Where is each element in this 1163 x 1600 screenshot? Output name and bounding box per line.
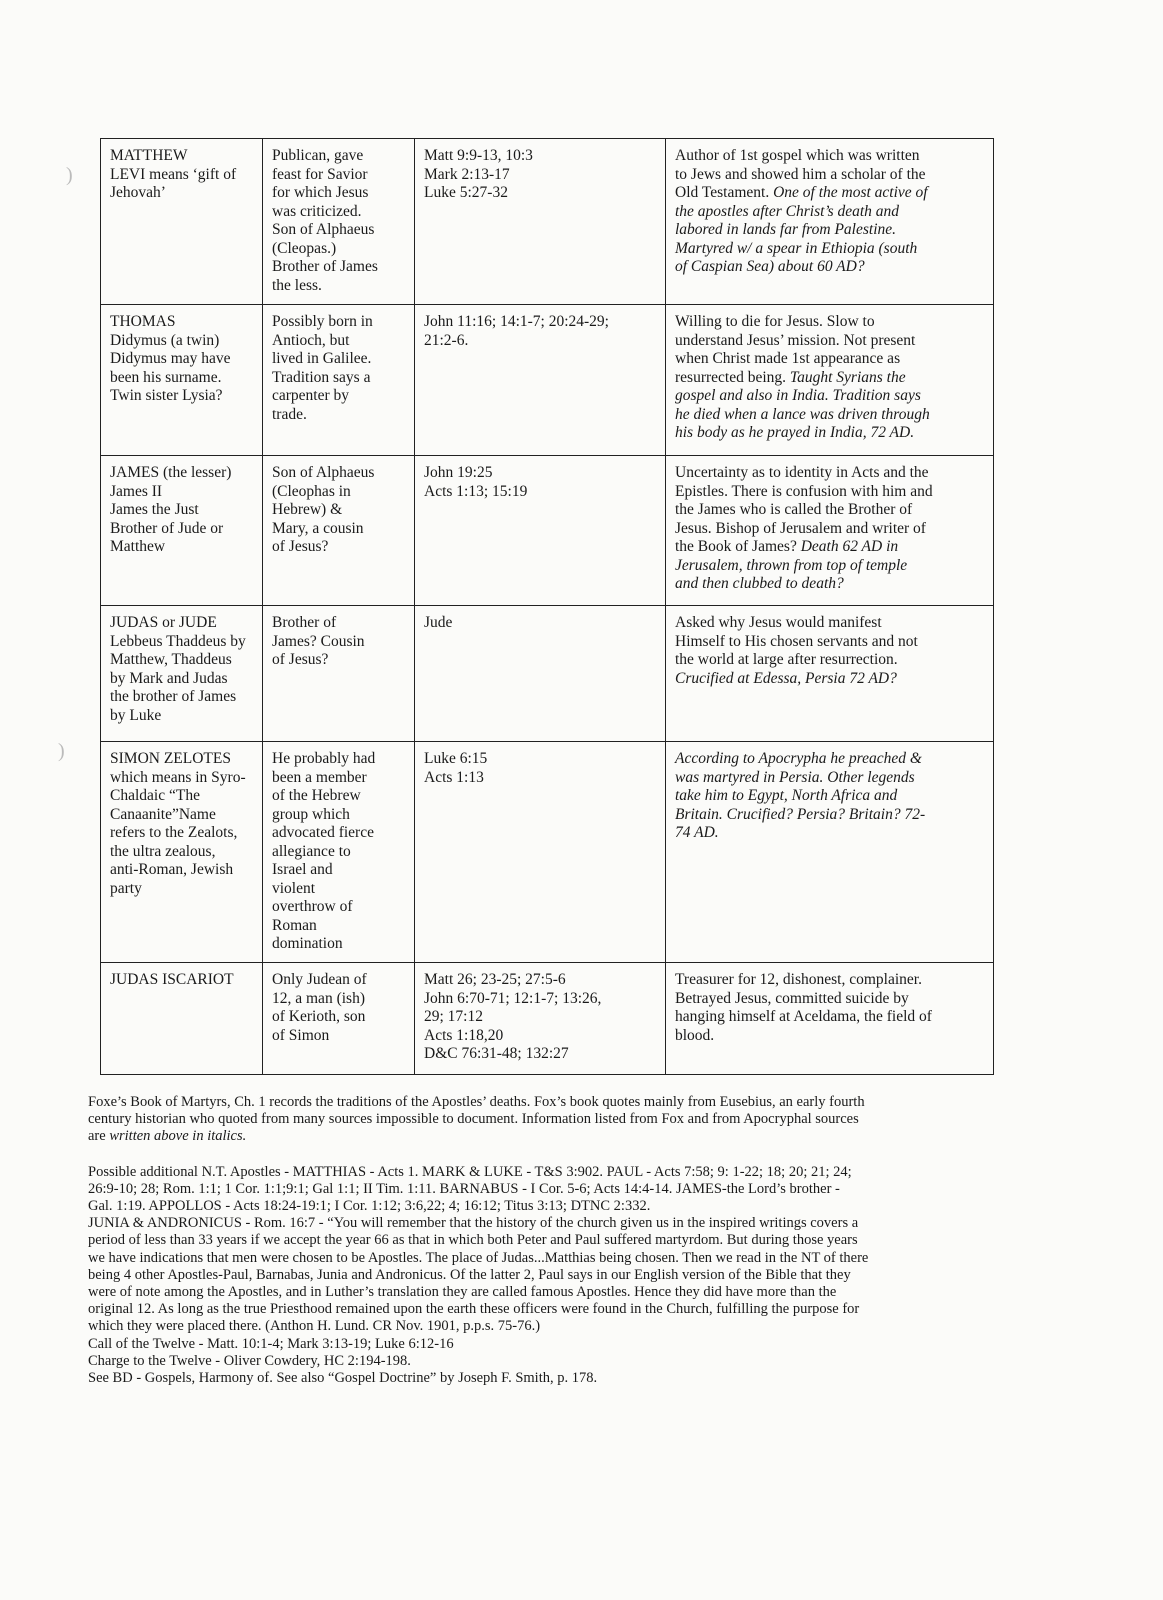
cell-text: the world at large after resurrection. (675, 651, 898, 668)
apostle-background-line: advocated fierce (272, 824, 374, 841)
apostle-background-line: group which (272, 805, 350, 823)
apostle-notes-cell (666, 456, 994, 606)
cell-text: Uncertainty as to identity in Acts and the (675, 464, 929, 481)
cell-text: Betrayed Jesus, committed suicide by (675, 989, 909, 1007)
apostle-name-line: Chaldaic “The (110, 787, 200, 804)
apostle-row (101, 606, 994, 742)
apostle-name-line: James the Just (110, 501, 199, 518)
apostle-notes-line (675, 670, 985, 689)
cell-text: hanging himself at Aceldama, the field of (675, 1008, 932, 1025)
margin-mark: ) (58, 740, 65, 762)
apostle-background-line: of Jesus? (272, 651, 329, 668)
apostle-notes-line (675, 769, 985, 788)
apostle-name-cell (101, 305, 263, 456)
apostle-background-cell (263, 305, 415, 456)
apostle-references-line: Luke 6:15 (424, 750, 488, 767)
apostle-notes-line (675, 258, 985, 277)
apostle-background-line: Hebrew) & (272, 501, 343, 518)
apostle-references-line: 21:2-6. (424, 331, 469, 349)
margin-mark: ) (66, 164, 73, 186)
apostle-background-line: of Kerioth, son (272, 1008, 366, 1025)
cell-text: blood. (675, 1026, 715, 1044)
apostle-notes-line (675, 221, 985, 240)
apostle-notes-line (675, 501, 985, 520)
apostle-notes-line (675, 406, 985, 425)
apostle-row (101, 963, 994, 1075)
apostle-background-line: (Cleopas.) (272, 239, 337, 257)
apostle-references-line: John 11:16; 14:1-7; 20:24-29; (424, 313, 609, 330)
apostle-notes-line (675, 1027, 985, 1046)
apostle-background-line: for which Jesus (272, 184, 369, 201)
cell-text: understand Jesus’ mission. Not present (675, 331, 916, 349)
apostle-background-cell (263, 963, 415, 1075)
apostle-background-line: violent (272, 879, 316, 897)
additional-line: 26:9-10; 28; Rom. 1:1; 1 Cor. 1:1;9:1; Gal 1:1; II Tim. 1:11. BARNABUS - I Cor. 5-6; Acts 14:4-14. JAMES-the Lord’s brother - (88, 1180, 840, 1197)
apostle-references-line: Matt 26; 23-25; 27:5-6 (424, 971, 566, 988)
apostle-name-line: by Mark and Judas (110, 669, 228, 687)
additional-line: Possible additional N.T. Apostles - MATTHIAS - Acts 1. MARK & LUKE - T&S 3:902. PAUL - Acts 7:58; 9: 1-22; 18; 20; 21; 24; (88, 1163, 852, 1180)
apostle-row (101, 742, 994, 963)
apostle-name-line: Didymus may have (110, 350, 231, 367)
cell-text: Himself to His chosen servants and not (675, 632, 918, 650)
cell-italic-text: One of the most active of (773, 184, 928, 201)
apostle-name-cell (101, 963, 263, 1075)
apostle-notes-line (675, 184, 985, 203)
cell-text: Jerusalem, thrown from top of temple (675, 556, 908, 574)
apostle-name-line: by Luke (110, 706, 162, 724)
apostle-references-cell (415, 606, 666, 742)
additional-line: we have indications that men were chosen to be Apostles. The place of Judas...Matthias being chosen. Then we read in the NT of there (88, 1249, 869, 1266)
apostle-name-line: the brother of James (110, 688, 237, 705)
apostle-notes-line (675, 424, 985, 443)
apostle-references-line: Mark 2:13-17 (424, 165, 510, 183)
cell-text: Willing to die for Jesus. Slow to (675, 313, 875, 330)
apostle-name-line: SIMON ZELOTES (110, 750, 231, 767)
apostle-background-line: of Jesus? (272, 538, 329, 555)
cell-text: According to Apocrypha he preached & (675, 750, 922, 767)
apostle-background-line: lived in Galilee. (272, 350, 372, 367)
additional-line: JUNIA & ANDRONICUS - Rom. 16:7 - “You will remember that the history of the church given us in the inspired writings covers a (88, 1215, 859, 1232)
apostle-references-line: Acts 1:18,20 (424, 1026, 504, 1044)
cell-text: Britain. Crucified? Persia? Britain? 72- (675, 805, 926, 823)
apostle-name-line: Twin sister Lysia? (110, 387, 223, 404)
apostle-background-line: the less. (272, 276, 322, 294)
apostle-name-line: Brother of Jude or (110, 519, 224, 537)
apostle-notes-cell (666, 742, 994, 963)
additional-line: period of less than 33 years if we accept the year 66 as that in which both Peter and Paul suffered martyrdom. But during those years (88, 1232, 858, 1249)
apostle-notes-cell (666, 963, 994, 1075)
apostle-notes-line (675, 557, 985, 576)
apostle-background-cell (263, 742, 415, 963)
apostle-notes-line (675, 633, 985, 652)
apostle-references-line: Acts 1:13; 15:19 (424, 482, 528, 500)
apostle-name-cell (101, 606, 263, 742)
cell-text: and then clubbed to death? (675, 575, 844, 592)
footnote-line: century historian who quoted from many sources impossible to document. Information listed from Fox and from Apocryphal sources (88, 1111, 859, 1128)
apostle-background-line: Tradition says a (272, 368, 371, 386)
cell-text: 74 AD. (675, 824, 719, 841)
cell-text: Jesus. Bishop of Jerusalem and writer of (675, 519, 926, 537)
apostle-background-line: of the Hebrew (272, 787, 361, 804)
footnote (88, 1094, 1058, 1146)
additional-line: Call of the Twelve - Matt. 10:1-4; Mark 3:13-19; Luke 6:12-16 (88, 1335, 454, 1352)
cell-text: take him to Egypt, North Africa and (675, 787, 898, 804)
apostle-notes-line (675, 240, 985, 259)
apostle-name-line: anti-Roman, Jewish (110, 861, 234, 878)
apostle-background-cell (263, 606, 415, 742)
apostle-name-cell (101, 742, 263, 963)
apostle-name-line: THOMAS (110, 313, 176, 330)
footnote-text: are (88, 1128, 110, 1145)
apostle-notes-cell (666, 139, 994, 305)
apostle-notes-line (675, 651, 985, 670)
apostle-background-line: Brother of James (272, 258, 378, 275)
additional-line: which they were placed there. (Anthon H. Lund. CR Nov. 1901, p.p.s. 75-76.) (88, 1318, 541, 1335)
apostle-references-cell (415, 742, 666, 963)
apostle-background-line: 12, a man (ish) (272, 989, 365, 1007)
apostle-notes-line (675, 332, 985, 351)
apostle-name-line: the ultra zealous, (110, 842, 216, 860)
apostle-background-line: Publican, gave (272, 147, 364, 164)
apostle-name-line: Lebbeus Thaddeus by (110, 632, 246, 650)
apostle-name-cell (101, 139, 263, 305)
apostle-background-line: feast for Savior (272, 165, 368, 183)
apostle-references-line: Luke 5:27-32 (424, 184, 508, 201)
apostle-references-line: D&C 76:31-48; 132:27 (424, 1045, 569, 1062)
cell-text: Crucified at Edessa, Persia 72 AD? (675, 669, 897, 687)
additional-line: being 4 other Apostles-Paul, Barnabas, Junia and Andronicus. Of the latter 2, Paul says in our English version of the Bible that they (88, 1266, 851, 1283)
apostle-references-cell (415, 139, 666, 305)
apostle-notes-line (675, 483, 985, 502)
apostle-background-line: (Cleophas in (272, 482, 351, 500)
apostle-notes-line (675, 806, 985, 825)
apostle-background-line: was criticized. (272, 202, 362, 220)
apostle-background-line: Only Judean of (272, 971, 367, 988)
apostle-row (101, 305, 994, 456)
apostle-name-line: been his surname. (110, 368, 222, 386)
apostle-background-line: carpenter by (272, 387, 350, 404)
footnote-line (88, 1128, 1058, 1145)
apostle-references-cell (415, 305, 666, 456)
apostle-references-line: Matt 9:9-13, 10:3 (424, 147, 533, 164)
apostle-background-cell (263, 139, 415, 305)
cell-text: labored in lands far from Palestine. (675, 221, 897, 238)
cell-text: to Jews and showed him a scholar of the (675, 165, 926, 183)
apostle-notes-line (675, 971, 985, 990)
additional-line: Charge to the Twelve - Oliver Cowdery, HC 2:194-198. (88, 1352, 411, 1369)
apostles-table-body (101, 139, 994, 1075)
notes-section (88, 1094, 1058, 1387)
apostle-background-line: Son of Alphaeus (272, 464, 375, 481)
apostle-notes-cell (666, 606, 994, 742)
apostle-name-line: Jehovah’ (110, 184, 166, 201)
cell-text: gospel and also in India. Tradition says (675, 387, 921, 404)
cell-text: Martyred w/ a spear in Ethiopia (south (675, 239, 918, 257)
apostle-background-line: trade. (272, 405, 307, 423)
apostle-references-cell (415, 963, 666, 1075)
apostle-background-cell (263, 456, 415, 606)
apostle-references-line: 29; 17:12 (424, 1008, 483, 1025)
additional-line: See BD - Gospels, Harmony of. See also “Gospel Doctrine” by Joseph F. Smith, p. 178. (88, 1370, 598, 1387)
apostle-references-line: Jude (424, 614, 453, 631)
apostle-background-line: domination (272, 935, 343, 952)
cell-italic-text: Taught Syrians the (789, 368, 906, 386)
apostle-notes-line (675, 520, 985, 539)
apostle-notes-line (675, 1008, 985, 1027)
apostle-background-line: allegiance to (272, 842, 351, 860)
apostle-name-line: refers to the Zealots, (110, 824, 238, 841)
cell-text: resurrected being. (675, 368, 790, 386)
apostle-name-line: party (110, 879, 142, 897)
additional-line: were of note among the Apostles, and in Luther’s translation they are called famous Apostles. Hence they did have more than the (88, 1284, 837, 1301)
apostle-name-line: MATTHEW (110, 147, 188, 164)
cell-italic-text: Death 62 AD in (800, 538, 899, 555)
apostle-name-cell (101, 456, 263, 606)
apostle-notes-line (675, 464, 985, 483)
cell-text: Treasurer for 12, dishonest, complainer. (675, 971, 922, 988)
apostle-background-line: Roman (272, 916, 317, 934)
apostle-notes-line (675, 750, 985, 769)
apostle-references-line: John 19:25 (424, 464, 493, 481)
cell-text: of Caspian Sea) about 60 AD? (675, 258, 865, 275)
apostle-name-line: James II (110, 482, 163, 500)
cell-text: when Christ made 1st appearance as (675, 350, 901, 367)
apostle-notes-cell (666, 305, 994, 456)
footnote-italic-text: written above in italics. (109, 1128, 247, 1145)
apostle-name-line: Didymus (a twin) (110, 331, 220, 349)
apostle-name-line: Matthew (110, 538, 166, 555)
apostle-name-line: JUDAS ISCARIOT (110, 971, 234, 988)
cell-text: Old Testament. (675, 184, 774, 201)
apostle-notes-line (675, 538, 985, 557)
cell-text: Epistles. There is confusion with him and (675, 482, 933, 500)
cell-text: Author of 1st gospel which was written (675, 147, 920, 164)
apostle-row (101, 139, 994, 305)
apostle-notes-line (675, 203, 985, 222)
apostle-background-line: Son of Alphaeus (272, 221, 375, 238)
apostle-background-line: Mary, a cousin (272, 519, 364, 537)
apostle-background-line: of Simon (272, 1026, 330, 1044)
cell-text: the James who is called the Brother of (675, 501, 913, 518)
apostle-references-line: Acts 1:13 (424, 768, 484, 786)
apostle-notes-line (675, 990, 985, 1009)
apostle-name-line: LEVI means ‘gift of (110, 165, 237, 183)
cell-text: the apostles after Christ’s death and (675, 202, 900, 220)
apostle-references-cell (415, 456, 666, 606)
apostle-notes-line (675, 575, 985, 594)
apostle-name-line: which means in Syro- (110, 768, 246, 786)
additional-apostles-notes (88, 1164, 1058, 1388)
apostles-table (100, 138, 994, 1075)
apostle-name-line: Canaanite”Name (110, 805, 216, 823)
apostle-notes-line (675, 350, 985, 369)
footnote-line: Foxe’s Book of Martyrs, Ch. 1 records the traditions of the Apostles’ deaths. Fox’s book quotes mainly from Eusebius, an early fourth (88, 1094, 865, 1110)
apostle-references-line: John 6:70-71; 12:1-7; 13:26, (424, 989, 602, 1007)
apostle-notes-line (675, 824, 985, 843)
cell-text: he died when a lance was driven through (675, 405, 930, 423)
apostle-background-line: Brother of (272, 614, 337, 631)
apostle-background-line: overthrow of (272, 898, 353, 915)
cell-text: Asked why Jesus would manifest (675, 614, 882, 631)
apostle-notes-line (675, 387, 985, 406)
additional-line: original 12. As long as the true Priesthood remained upon the earth these officers were found in the Church, fulfilling the purpose for (88, 1301, 860, 1318)
apostle-background-line: Antioch, but (272, 331, 350, 349)
apostle-name-line: JAMES (the lesser) (110, 464, 232, 481)
apostle-background-line: Israel and (272, 861, 333, 878)
apostle-background-line: Possibly born in (272, 313, 373, 330)
cell-text: his body as he prayed in India, 72 AD. (675, 424, 915, 441)
apostle-background-line: James? Cousin (272, 632, 365, 650)
apostle-notes-line (675, 787, 985, 806)
cell-text: the Book of James? (675, 538, 801, 555)
apostle-background-line: He probably had (272, 750, 376, 767)
apostle-notes-line (675, 166, 985, 185)
apostle-notes-line (675, 369, 985, 388)
additional-line: Gal. 1:19. APPOLLOS - Acts 18:24-19:1; I Cor. 1:12; 3:6,22; 4; 16:12; Titus 3:13; DTNC 2:332. (88, 1198, 651, 1215)
apostle-notes-line (675, 614, 985, 633)
apostle-background-line: been a member (272, 768, 367, 786)
cell-text: was martyred in Persia. Other legends (675, 768, 915, 786)
apostle-name-line: JUDAS or JUDE (110, 614, 217, 631)
apostle-name-line: Matthew, Thaddeus (110, 651, 232, 668)
apostle-notes-line (675, 147, 985, 166)
apostle-notes-line (675, 313, 985, 332)
apostle-row (101, 456, 994, 606)
